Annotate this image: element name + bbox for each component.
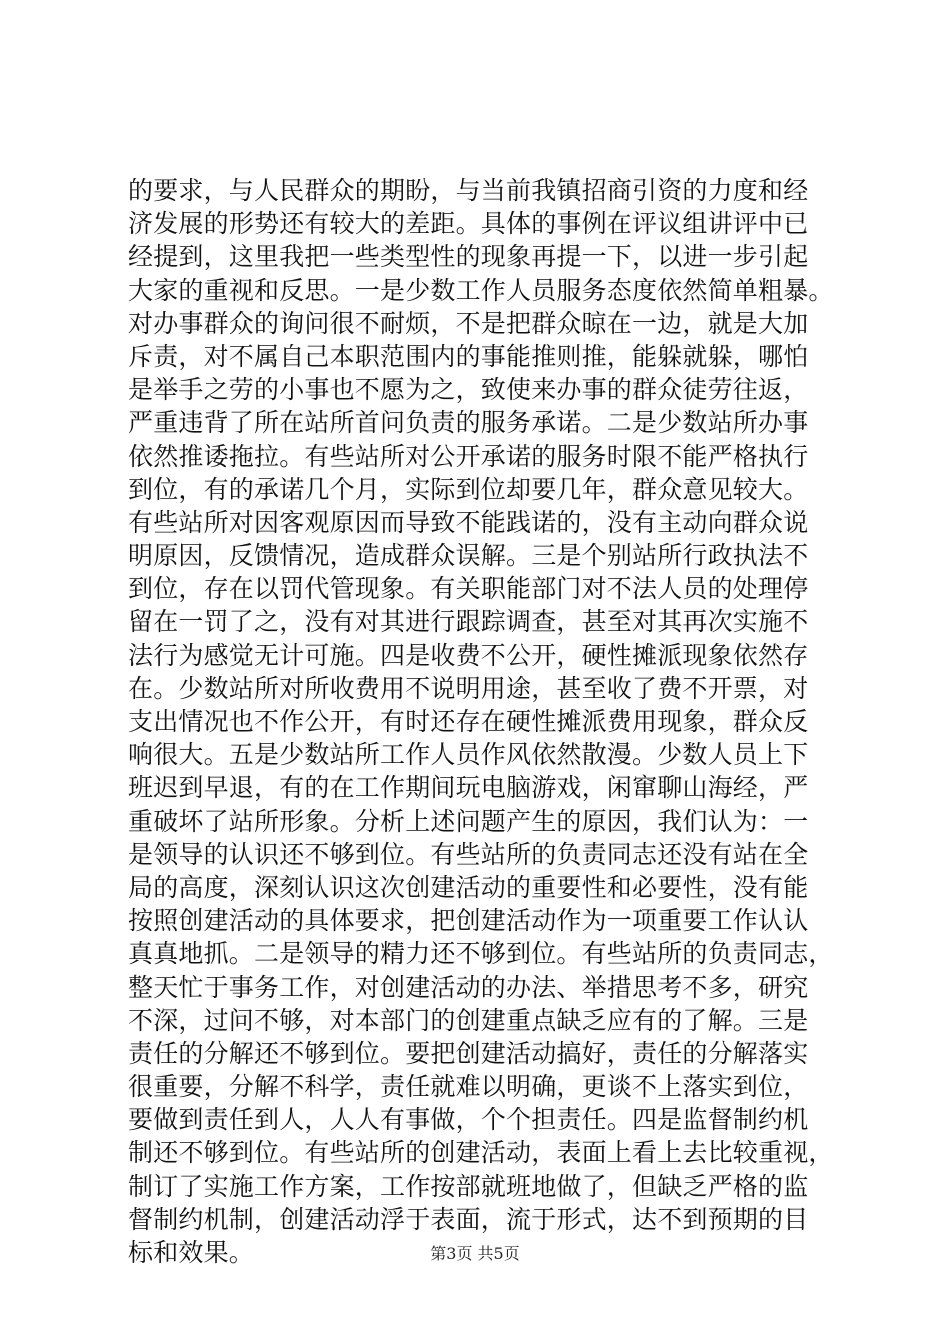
text-line: 明原因，反馈情况，造成群众误解。三是个别站所行政执法不 <box>128 541 809 571</box>
text-line: 责任的分解还不够到位。要把创建活动搞好，责任的分解落实 <box>128 1038 809 1068</box>
page-number-label: 第3页 共5页 <box>430 1244 520 1263</box>
text-line: 很重要，分解不科学，责任就难以明确，更谈不上落实到位， <box>128 1072 809 1102</box>
text-line: 到位，存在以罚代管现象。有关职能部门对不法人员的处理停 <box>128 574 809 604</box>
text-line: 制订了实施工作方案，工作按部就班地做了，但缺乏严格的监 <box>128 1171 809 1201</box>
text-line: 制还不够到位。有些站所的创建活动，表面上看上去比较重视， <box>128 1138 834 1168</box>
text-line: 依然推诿拖拉。有些站所对公开承诺的服务时限不能严格执行 <box>128 441 809 471</box>
text-line: 标和效果。 <box>128 1238 255 1267</box>
text-line: 局的高度，深刻认识这次创建活动的重要性和必要性，没有能 <box>128 872 809 902</box>
page-footer <box>0 1244 950 1264</box>
text-line: 要做到责任到人，人人有事做，个个担责任。四是监督制约机 <box>128 1105 809 1135</box>
body-text <box>128 174 868 1269</box>
text-line: 有些站所对因客观原因而导致不能践诺的，没有主动向群众说 <box>128 507 809 537</box>
text-line: 是举手之劳的小事也不愿为之，致使来办事的群众徒劳往返， <box>128 375 809 405</box>
text-line: 的要求，与人民群众的期盼，与当前我镇招商引资的力度和经 <box>128 176 809 205</box>
text-line: 留在一罚了之，没有对其进行跟踪调查，甚至对其再次实施不 <box>128 607 809 637</box>
text-line: 整天忙于事务工作，对创建活动的办法、举措思考不多，研究 <box>128 972 809 1002</box>
text-line: 支出情况也不作公开，有时还存在硬性摊派费用现象，群众反 <box>128 707 809 736</box>
text-line: 严重违背了所在站所首问负责的服务承诺。二是少数站所办事 <box>128 408 809 438</box>
text-line: 在。少数站所对所收费用不说明用途，甚至收了费不开票，对 <box>128 673 809 703</box>
text-line: 大家的重视和反思。一是少数工作人员服务态度依然简单粗暴。 <box>128 275 834 305</box>
text-line: 响很大。五是少数站所工作人员作风依然散漫。少数人员上下 <box>128 740 809 770</box>
text-line: 真真地抓。二是领导的精力还不够到位。有些站所的负责同志， <box>128 939 834 969</box>
text-line: 对办事群众的询问很不耐烦，不是把群众晾在一边，就是大加 <box>128 308 809 338</box>
text-line: 督制约机制，创建活动浮于表面，流于形式，达不到预期的目 <box>128 1204 809 1234</box>
text-line: 重破坏了站所形象。分析上述问题产生的原因，我们认为：一 <box>128 806 809 836</box>
text-line: 班迟到早退，有的在工作期间玩电脑游戏，闲窜聊山海经，严 <box>128 773 809 803</box>
text-line: 不深，过问不够，对本部门的创建重点缺乏应有的了解。三是 <box>128 1005 809 1035</box>
text-line: 按照创建活动的具体要求，把创建活动作为一项重要工作认认 <box>128 906 809 936</box>
text-line: 济发展的形势还有较大的差距。具体的事例在评议组讲评中已 <box>128 209 809 239</box>
text-line: 法行为感觉无计可施。四是收费不公开，硬性摊派现象依然存 <box>128 640 809 670</box>
text-line: 斥责，对不属自己本职范围内的事能推则推，能躲就躲，哪怕 <box>128 341 809 371</box>
text-line: 经提到，这里我把一些类型性的现象再提一下，以进一步引起 <box>128 242 809 272</box>
text-line: 到位，有的承诺几个月，实际到位却要几年，群众意见较大。 <box>128 474 809 504</box>
text-line: 是领导的认识还不够到位。有些站所的负责同志还没有站在全 <box>128 839 809 869</box>
